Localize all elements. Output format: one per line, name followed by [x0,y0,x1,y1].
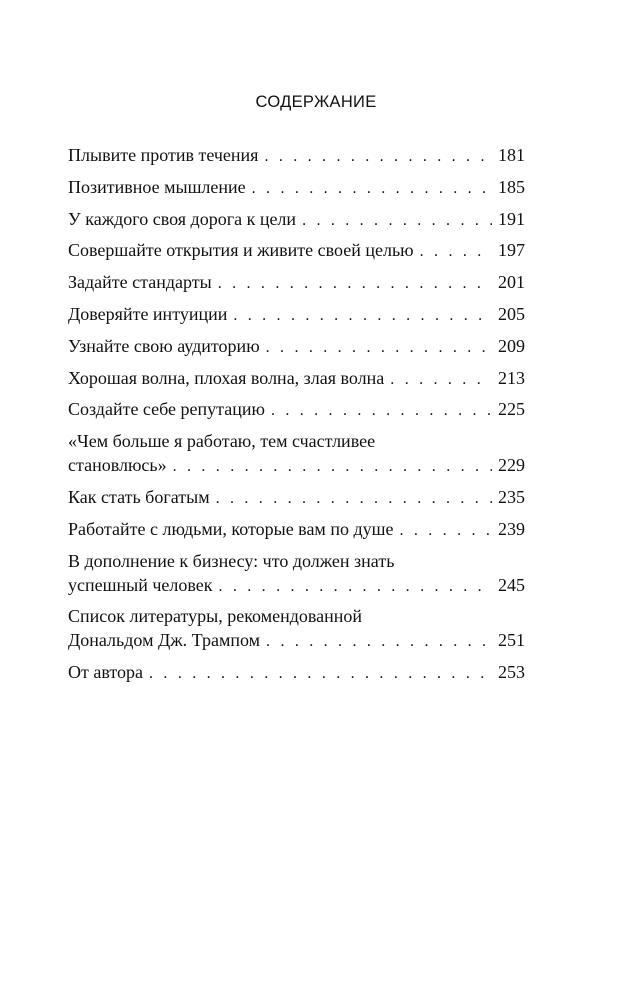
toc-entry-title: Работайте с людьми, которые вам по душе [68,518,394,539]
toc-entry [68,517,525,541]
toc-entry [68,143,525,167]
toc-entry-title-line2: успешный человек [68,574,213,595]
dot-leader [266,336,492,360]
toc-entry-title: Узнайте свою аудиторию [68,335,260,356]
toc-entry-page: 253 [498,662,525,683]
toc-entry-title: Позитивное мышление [68,176,246,197]
toc-heading: СОДЕРЖАНИЕ [255,93,377,111]
toc-entry [68,175,525,199]
toc-entry-title-line1: В дополнение к бизнесу: что должен знать [68,550,395,571]
toc-entry [68,334,525,358]
toc-entry-title-line2: становлюсь» [68,455,167,476]
toc-entry-page: 205 [498,303,525,324]
toc-entry-title-line1: «Чем больше я работаю, тем счастливее [68,431,376,452]
toc-entry-page: 181 [498,145,525,165]
toc-entry-title: Плывите против течения [68,145,259,165]
dot-leader [149,662,492,686]
toc-entry-title: От автора [68,662,144,683]
toc-entry-title: Хорошая волна, плохая волна, злая волна [68,367,385,388]
toc-entry-page: 185 [498,176,525,197]
toc-entry [68,429,525,477]
dot-leader [390,368,492,392]
dot-leader [252,177,492,201]
dot-leader [271,399,492,423]
dot-leader [218,272,492,296]
toc-entry [68,485,525,509]
toc-entry-page: 209 [498,335,525,356]
toc-entry-title: Создайте себе репутацию [68,399,265,420]
toc-entry [68,604,525,652]
dot-leader [399,519,492,543]
dot-leader [173,455,492,479]
dot-leader [420,240,492,264]
toc-entry-title: Совершайте открытия и живите своей целью [68,240,414,261]
toc-entry-page: 251 [498,630,525,651]
toc-entry-title: Доверяйте интуиции [68,303,228,324]
dot-leader [233,304,492,328]
toc-entry-page: 229 [498,455,525,476]
dot-leader [216,487,492,511]
toc-entry-page: 191 [498,208,525,229]
toc-entry [68,207,525,231]
toc-entry-title: Как стать богатым [68,486,210,507]
toc-entry-page: 197 [498,240,525,261]
toc-entry-title-line2: Дональдом Дж. Трампом [68,630,261,651]
toc-entry [68,366,525,390]
toc-entry-page: 225 [498,399,525,420]
toc-entry [68,549,525,597]
toc-entry [68,302,525,326]
toc-entry [68,397,525,421]
toc-entry-title-line1: Список литературы, рекомендованной [68,606,363,627]
toc-entry-page: 239 [498,518,525,539]
dot-leader [266,630,492,654]
table-of-contents [68,143,525,692]
toc-entry-title: Задайте стандарты [68,272,212,293]
dot-leader [264,145,492,169]
toc-entry-page: 245 [498,574,525,595]
toc-entry-page: 213 [498,367,525,388]
toc-entry-page: 201 [498,272,525,293]
dot-leader [218,575,492,599]
toc-entry [68,270,525,294]
toc-entry [68,238,525,262]
dot-leader [302,209,492,233]
toc-entry [68,660,525,684]
toc-entry-title: У каждого своя дорога к цели [68,208,297,229]
toc-entry-page: 235 [498,486,525,507]
